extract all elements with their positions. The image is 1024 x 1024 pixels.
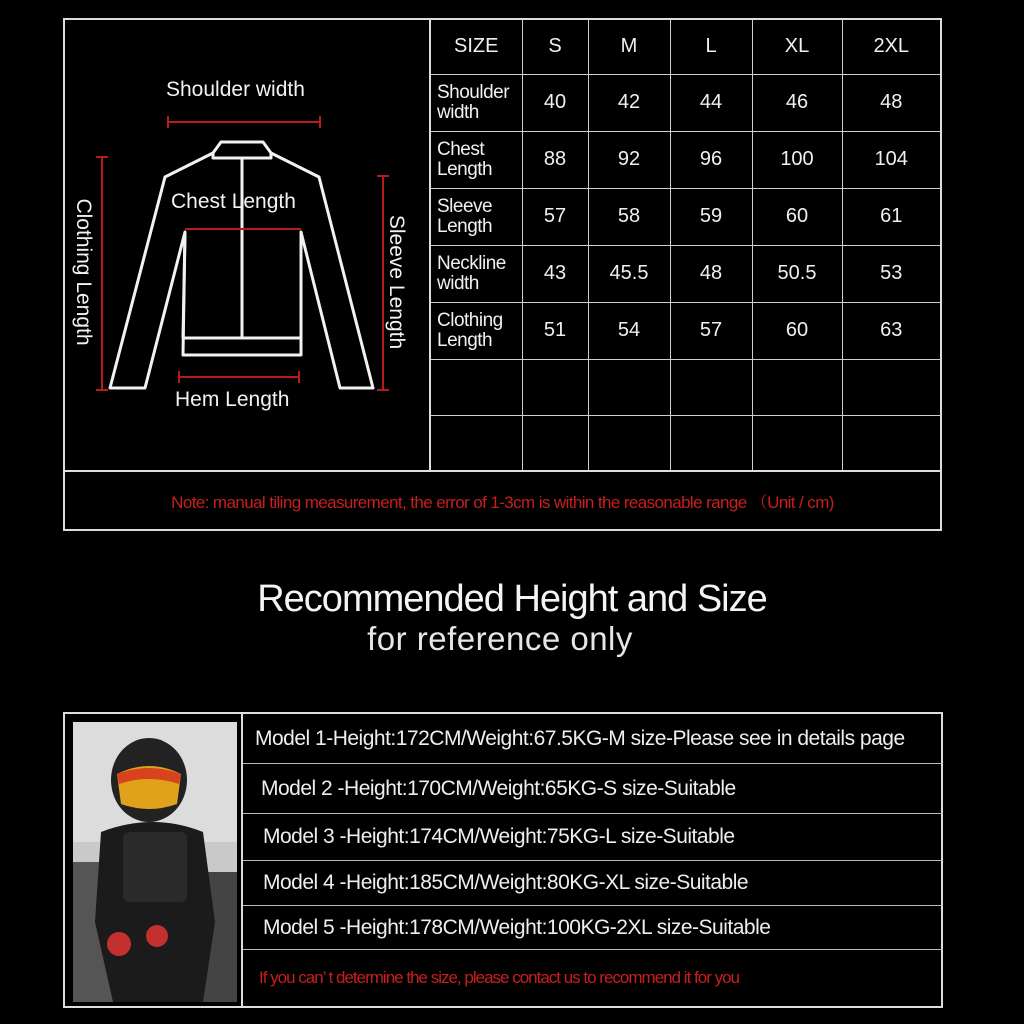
table-row xyxy=(431,245,940,302)
row-label: Shoulder width xyxy=(431,74,522,131)
size-table xyxy=(431,20,940,470)
jacket-diagram xyxy=(65,20,431,470)
model-line-1: Model 1-Height:172CM/Weight:67.5KG-M size-Please see in details page xyxy=(243,714,943,764)
row-label: Clothing Length xyxy=(431,302,522,359)
table-row xyxy=(431,302,940,359)
table-row xyxy=(431,188,940,245)
header-cell: 2XL xyxy=(842,20,940,74)
table-cell: 44 xyxy=(670,74,752,131)
table-cell: 60 xyxy=(752,302,842,359)
model-line-2: Model 2 -Height:170CM/Weight:65KG-S size-Suitable xyxy=(243,764,943,814)
row-label: Chest Length xyxy=(431,131,522,188)
section-subheading: for reference only xyxy=(367,620,633,657)
model-list xyxy=(241,714,941,1006)
table-cell: 43 xyxy=(522,245,588,302)
table-cell: 61 xyxy=(842,188,940,245)
table-cell: 58 xyxy=(588,188,670,245)
header-cell: L xyxy=(670,20,752,74)
table-cell: 50.5 xyxy=(752,245,842,302)
header-cell: M xyxy=(588,20,670,74)
row-label: Sleeve Length xyxy=(431,188,522,245)
table-cell: 104 xyxy=(842,131,940,188)
table-cell: 60 xyxy=(752,188,842,245)
table-cell: 63 xyxy=(842,302,940,359)
header-cell: SIZE xyxy=(431,20,522,74)
table-cell: 92 xyxy=(588,131,670,188)
chest-length-label: Chest Length xyxy=(171,190,296,213)
measurement-note: Note: manual tiling measurement, the error of 1-3cm is within the reasonable range （Unit / cm) xyxy=(65,470,940,529)
rider-figure-graphic xyxy=(73,722,237,1002)
row-label: Neckline width xyxy=(431,245,522,302)
model-reference-box xyxy=(63,712,943,1008)
clothing-length-label: Clothing Length xyxy=(72,198,95,346)
table-cell: 46 xyxy=(752,74,842,131)
table-cell: 88 xyxy=(522,131,588,188)
model-line-4: Model 4 -Height:185CM/Weight:80KG-XL size-Suitable xyxy=(243,861,943,906)
table-empty-row xyxy=(431,359,940,415)
table-cell: 45.5 xyxy=(588,245,670,302)
model-line-5: Model 5 -Height:178CM/Weight:100KG-2XL size-Suitable xyxy=(243,906,943,950)
table-cell: 96 xyxy=(670,131,752,188)
header-cell: S xyxy=(522,20,588,74)
table-row xyxy=(431,131,940,188)
table-header-row xyxy=(431,20,940,74)
hem-length-label: Hem Length xyxy=(175,388,290,411)
table-cell: 40 xyxy=(522,74,588,131)
table-row xyxy=(431,74,940,131)
model-photo xyxy=(73,722,237,1002)
sleeve-length-label: Sleeve Length xyxy=(385,214,408,350)
table-cell: 57 xyxy=(522,188,588,245)
section-heading: Recommended Height and Size xyxy=(257,578,767,620)
table-cell: 100 xyxy=(752,131,842,188)
model-line-3: Model 3 -Height:174CM/Weight:75KG-L size-Suitable xyxy=(243,814,943,861)
table-cell: 54 xyxy=(588,302,670,359)
table-cell: 48 xyxy=(842,74,940,131)
table-cell: 51 xyxy=(522,302,588,359)
table-cell: 42 xyxy=(588,74,670,131)
table-cell: 57 xyxy=(670,302,752,359)
header-cell: XL xyxy=(752,20,842,74)
table-cell: 59 xyxy=(670,188,752,245)
table-empty-row xyxy=(431,415,940,470)
table-cell: 48 xyxy=(670,245,752,302)
table-cell: 53 xyxy=(842,245,940,302)
contact-note: If you can’ t determine the size, please contact us to recommend it for you xyxy=(259,968,739,987)
size-chart xyxy=(63,18,942,531)
shoulder-width-label: Shoulder width xyxy=(166,78,305,101)
